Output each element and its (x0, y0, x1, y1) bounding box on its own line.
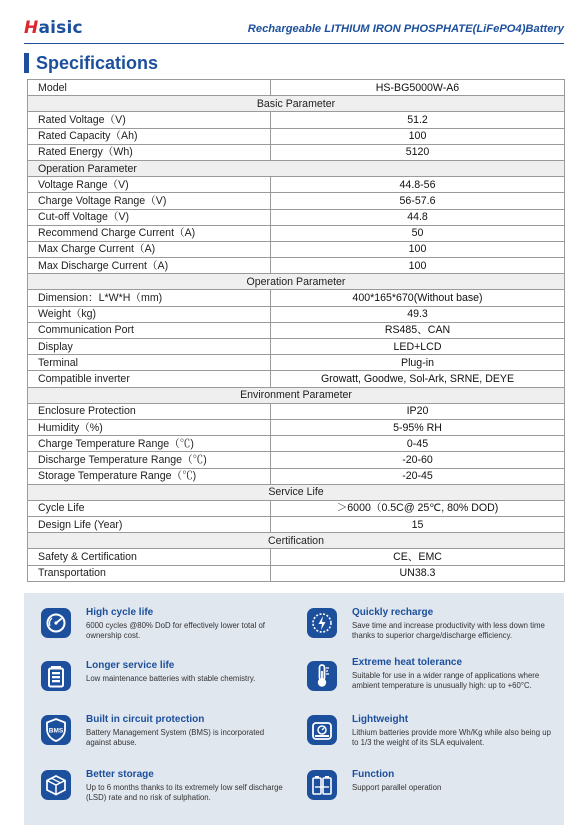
row-value: UN38.3 (271, 565, 565, 581)
table-row (28, 177, 565, 193)
table-row (28, 258, 565, 274)
table-row (28, 128, 565, 144)
row-value: ＞6000（0.5C@ 25℃, 80% DOD) (271, 500, 565, 516)
feature-title: Longer service life (86, 660, 175, 671)
row-label: Recommend Charge Current（A) (28, 225, 271, 241)
row-label: Voltage Range（V) (28, 177, 271, 193)
row-label: Weight（kg) (28, 306, 271, 322)
thermometer-icon (307, 661, 337, 691)
row-value: Plug-in (271, 355, 565, 371)
table-row (28, 517, 565, 533)
row-value: LED+LCD (271, 339, 565, 355)
row-label: Charge Voltage Range（V) (28, 193, 271, 209)
gauge-icon (41, 608, 71, 638)
section-title (24, 52, 158, 74)
bms-shield-icon (41, 715, 71, 745)
feature-title: Lightweight (352, 714, 409, 725)
table-row (28, 436, 565, 452)
row-value: -20-60 (271, 452, 565, 468)
row-label: Communication Port (28, 322, 271, 338)
section-header-text: Environment Parameter (28, 387, 565, 403)
row-label: Display (28, 339, 271, 355)
product-tagline: Rechargeable LITHIUM IRON PHOSPHATE(LiFePO4)Battery (247, 23, 564, 35)
table-row (28, 419, 565, 435)
row-label: Cycle Life (28, 500, 271, 516)
section-title-text: Specifications (36, 52, 159, 73)
table-row (28, 112, 565, 128)
row-value: Growatt, Goodwe, Sol-Ark, SRNE, DEYE (271, 371, 565, 387)
section-header-text: Operation Parameter (28, 160, 565, 176)
row-value: 0-45 (271, 436, 565, 452)
row-label: Rated Capacity（Ah) (28, 128, 271, 144)
table-section-header (28, 484, 565, 500)
table-row (28, 403, 565, 419)
row-label: Charge Temperature Range（℃) (28, 436, 271, 452)
table-row (28, 322, 565, 338)
brand-logo (24, 18, 83, 38)
row-label: Design Life (Year) (28, 517, 271, 533)
row-label: Max Charge Current（A) (28, 241, 271, 257)
row-label: Max Discharge Current（A) (28, 258, 271, 274)
feature-description: Up to 6 months thanks to its extremely low self discharge (LSD) rate and no risk of sulphation. (86, 783, 283, 803)
row-value: IP20 (271, 403, 565, 419)
table-row (28, 452, 565, 468)
row-value: 44.8 (271, 209, 565, 225)
row-label: Rated Voltage（V) (28, 112, 271, 128)
table-row (28, 549, 565, 565)
fast-charge-clock-icon (307, 608, 337, 638)
section-header-text: Certification (28, 533, 565, 549)
battery-icon (41, 661, 71, 691)
feature-title: High cycle life (86, 607, 154, 618)
specifications-table (27, 79, 565, 582)
feature-description: Support parallel operation (352, 783, 442, 792)
table-row (28, 371, 565, 387)
row-value: 100 (271, 258, 565, 274)
row-label: Storage Temperature Range（℃) (28, 468, 271, 484)
feature-description: Low maintenance batteries with stable chemistry. (86, 674, 256, 683)
section-header-text: Basic Parameter (28, 96, 565, 112)
row-value: 5-95% RH (271, 419, 565, 435)
row-value: -20-45 (271, 468, 565, 484)
row-value: 15 (271, 517, 565, 533)
table-row (28, 144, 565, 160)
row-label: Compatible inverter (28, 371, 271, 387)
row-label: Safety & Certification (28, 549, 271, 565)
table-row (28, 241, 565, 257)
table-section-header (28, 96, 565, 112)
row-value: 100 (271, 128, 565, 144)
logo-initial: H (24, 18, 39, 38)
table-row (28, 193, 565, 209)
table-row (28, 225, 565, 241)
bms-badge-text: BMS (48, 727, 64, 735)
table-row (28, 209, 565, 225)
row-label: Rated Energy（Wh) (28, 144, 271, 160)
row-label: Transportation (28, 565, 271, 581)
feature-title: Extreme heat tolerance (352, 657, 463, 668)
specifications-table-body (28, 80, 565, 582)
row-value: 49.3 (271, 306, 565, 322)
model-value: HS-BG5000W-A6 (271, 80, 565, 96)
table-row (28, 468, 565, 484)
storage-box-icon (41, 770, 71, 800)
row-value: 400*165*670(Without base) (271, 290, 565, 306)
feature-description: Lithium batteries provide more Wh/Kg while also being up to 1/3 the weight of its SLA equivalent. (352, 728, 551, 748)
table-section-header (28, 533, 565, 549)
row-label: Cut-off Voltage（V) (28, 209, 271, 225)
title-accent-bar (24, 53, 29, 73)
section-header-text: Operation Parameter (28, 274, 565, 290)
model-label: Model (28, 80, 271, 96)
feature-title: Quickly recharge (352, 607, 434, 618)
table-row (28, 339, 565, 355)
feature-title: Better storage (86, 769, 154, 780)
page-header (24, 14, 564, 44)
table-row (28, 306, 565, 322)
row-value: 56-57.6 (271, 193, 565, 209)
row-value: 5120 (271, 144, 565, 160)
row-value: 100 (271, 241, 565, 257)
row-label: Humidity（%) (28, 419, 271, 435)
feature-title: Built in circuit protection (86, 714, 205, 725)
row-value: RS485、CAN (271, 322, 565, 338)
table-row-model (28, 80, 565, 96)
row-label: Enclosure Protection (28, 403, 271, 419)
row-label: Dimension：L*W*H（mm) (28, 290, 271, 306)
section-header-text: Service Life (28, 484, 565, 500)
row-value: CE、EMC (271, 549, 565, 565)
row-value: 51.2 (271, 112, 565, 128)
table-row (28, 355, 565, 371)
feature-title: Function (352, 769, 395, 780)
logo-text: aisic (38, 18, 83, 38)
weight-scale-icon (307, 715, 337, 745)
features-panel (24, 593, 564, 825)
row-value: 44.8-56 (271, 177, 565, 193)
feature-description: Save time and increase productivity with less down time thanks to superior charge/discharge efficiency. (352, 621, 545, 641)
table-row (28, 290, 565, 306)
table-section-header (28, 387, 565, 403)
table-row (28, 500, 565, 516)
table-section-header (28, 274, 565, 290)
table-section-header (28, 160, 565, 176)
row-label: Terminal (28, 355, 271, 371)
feature-description: 6000 cycles @80% DoD for effectively lower total of ownership cost. (86, 621, 265, 641)
feature-description: Battery Management System (BMS) is incorporated against abuse. (86, 728, 265, 748)
parallel-batteries-icon (307, 770, 337, 800)
row-value: 50 (271, 225, 565, 241)
row-label: Discharge Temperature Range（℃) (28, 452, 271, 468)
table-row (28, 565, 565, 581)
feature-description: Suitable for use in a wider range of applications where ambient temperature is unusually high: up to +60°C. (352, 671, 540, 691)
